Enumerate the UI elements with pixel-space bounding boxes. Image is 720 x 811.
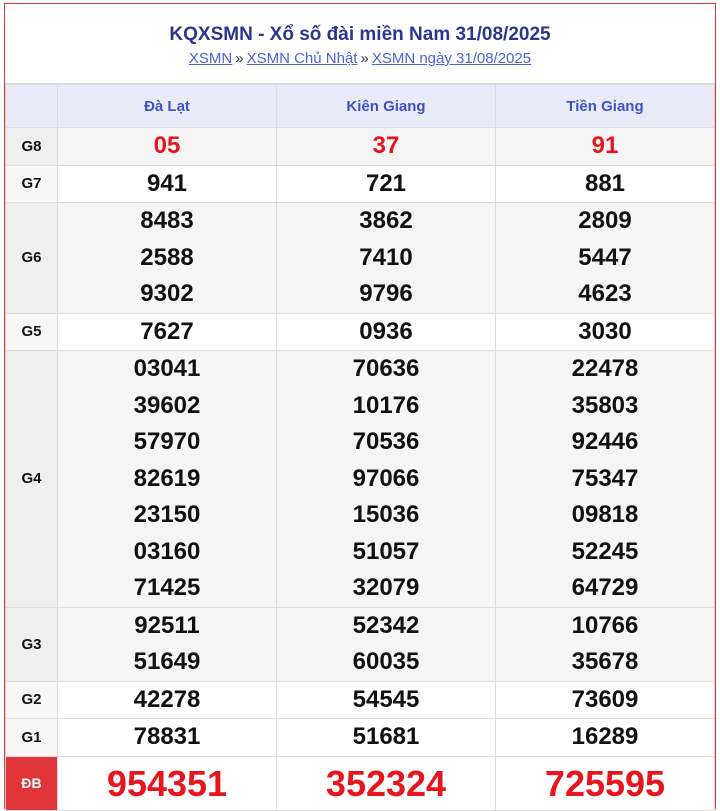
result-cell	[496, 165, 715, 203]
result-number: 64729	[571, 574, 639, 601]
result-number: 7410	[359, 243, 413, 271]
result-number: 725595	[544, 762, 666, 804]
prize-row	[6, 756, 715, 810]
prize-row	[6, 719, 715, 757]
result-number: 92446	[571, 428, 639, 455]
results-table	[5, 84, 715, 811]
result-number: 73609	[571, 685, 639, 713]
result-number: 8483	[140, 207, 194, 234]
prize-label: ĐB	[6, 756, 58, 810]
breadcrumb	[5, 50, 715, 67]
prize-row	[6, 203, 715, 314]
prize-row	[6, 351, 715, 608]
result-number: 60035	[352, 648, 420, 675]
result-number: 52342	[352, 611, 420, 639]
result-number: 5447	[578, 243, 632, 271]
result-number: 35678	[571, 648, 639, 675]
result-cell	[58, 607, 277, 681]
result-cell	[277, 203, 496, 314]
result-number: 03160	[133, 537, 201, 565]
result-number: 52245	[571, 537, 639, 565]
breadcrumb-separator: »	[360, 50, 369, 67]
result-number: 9796	[359, 280, 413, 307]
result-cell	[58, 128, 277, 166]
result-cell	[277, 681, 496, 719]
result-number: 92511	[134, 611, 200, 639]
prize-label: G2	[6, 681, 58, 719]
result-number: 22478	[571, 355, 639, 382]
prize-row	[6, 607, 715, 681]
result-number: 71425	[133, 574, 201, 601]
result-cell	[277, 313, 496, 351]
prize-label: G1	[6, 719, 58, 757]
result-cell	[58, 313, 277, 351]
result-cell	[496, 128, 715, 166]
prize-label: G5	[6, 313, 58, 351]
result-number: 2809	[578, 207, 632, 234]
result-cell	[277, 719, 496, 757]
result-number: 2588	[140, 243, 194, 271]
result-cell	[58, 681, 277, 719]
result-number: 39602	[133, 391, 201, 419]
result-cell	[58, 756, 277, 810]
result-number: 4623	[578, 280, 632, 307]
result-number: 3862	[359, 207, 413, 234]
result-cell	[277, 756, 496, 810]
result-number: 51649	[133, 648, 201, 675]
result-number: 10766	[571, 611, 639, 639]
result-number: 10176	[352, 391, 420, 419]
prize-label: G4	[6, 351, 58, 608]
result-number: 23150	[133, 501, 201, 528]
result-number: 941	[146, 169, 188, 197]
result-number: 91	[591, 132, 619, 159]
result-cell	[58, 203, 277, 314]
prize-label: G8	[6, 128, 58, 166]
result-cell	[277, 128, 496, 166]
province-kien-giang[interactable]: Kiên Giang	[277, 85, 496, 128]
result-number: 82619	[133, 464, 201, 492]
prize-row	[6, 165, 715, 203]
result-number: 03041	[133, 355, 201, 382]
result-cell	[496, 203, 715, 314]
result-number: 0936	[359, 317, 413, 345]
result-cell	[58, 719, 277, 757]
result-number: 05	[153, 132, 181, 159]
result-number: 09818	[571, 501, 639, 528]
result-cell	[496, 351, 715, 608]
breadcrumb-link-xsmn-chu-nhat[interactable]: XSMN Chủ Nhật	[246, 50, 358, 67]
result-number: 75347	[571, 464, 639, 492]
result-number: 3030	[578, 317, 632, 345]
result-number: 97066	[352, 464, 420, 492]
result-number: 78831	[133, 723, 201, 750]
result-cell	[496, 681, 715, 719]
result-number: 37	[372, 132, 400, 159]
result-cell	[496, 719, 715, 757]
prize-label: G6	[6, 203, 58, 314]
result-number: 54545	[352, 685, 420, 713]
result-number: 32079	[352, 574, 420, 601]
result-cell	[58, 351, 277, 608]
result-number: 16289	[571, 723, 639, 750]
result-number: 70536	[352, 428, 420, 455]
result-number: 70636	[352, 355, 420, 382]
result-cell	[496, 313, 715, 351]
result-cell	[277, 351, 496, 608]
result-number: 51057	[352, 537, 420, 565]
result-number: 42278	[133, 685, 201, 713]
result-cell	[496, 607, 715, 681]
prize-label: G7	[6, 165, 58, 203]
result-number: 35803	[571, 391, 639, 419]
result-cell	[277, 165, 496, 203]
results-panel	[4, 3, 716, 809]
result-cell	[277, 607, 496, 681]
result-cell	[58, 165, 277, 203]
result-number: 51681	[352, 723, 420, 750]
result-number: 352324	[325, 762, 447, 804]
prize-row	[6, 313, 715, 351]
result-number: 881	[584, 169, 626, 197]
province-da-lat[interactable]: Đà Lạt	[58, 85, 277, 128]
result-number: 7627	[140, 317, 194, 345]
result-number: 954351	[106, 762, 228, 804]
result-number: 9302	[140, 280, 194, 307]
result-number: 721	[365, 169, 407, 197]
results-header	[5, 4, 715, 84]
header-corner	[6, 85, 58, 128]
prize-label: G3	[6, 607, 58, 681]
province-header-row	[6, 85, 715, 128]
result-number: 15036	[352, 501, 420, 528]
result-cell	[496, 756, 715, 810]
result-number: 57970	[133, 428, 201, 455]
province-tien-giang[interactable]: Tiền Giang	[496, 85, 715, 128]
prize-row	[6, 681, 715, 719]
breadcrumb-separator: »	[235, 50, 244, 67]
breadcrumb-link-xsmn[interactable]: XSMN	[188, 50, 233, 67]
prize-row	[6, 128, 715, 166]
breadcrumb-link-xsmn-date[interactable]: XSMN ngày 31/08/2025	[371, 50, 532, 67]
page-title: KQXSMN - Xổ số đài miền Nam 31/08/2025	[169, 24, 551, 45]
